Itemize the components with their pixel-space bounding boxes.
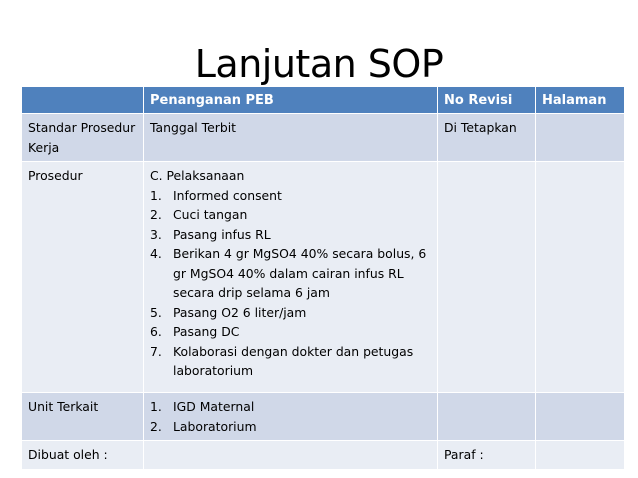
list-item [150, 186, 431, 206]
list-item-number: 5. [150, 304, 162, 320]
list-item [150, 342, 431, 381]
list-item-number: 3. [150, 226, 162, 242]
list-item-text: Kolaborasi dengan dokter dan petugas laboratorium [173, 343, 414, 378]
list-item-number: 2. [150, 418, 162, 434]
list-item-text: Cuci tangan [173, 207, 248, 222]
dibuat-oleh-cell: Dibuat oleh : [22, 441, 144, 470]
prosedur-label-cell: Prosedur [22, 162, 144, 393]
header-blank-cell [22, 87, 144, 114]
unit-terkait-label-cell: Unit Terkait [22, 393, 144, 441]
header-title-cell: Penanganan PEB [144, 87, 438, 114]
list-item [150, 303, 431, 323]
prosedur-revisi-cell [438, 162, 536, 393]
list-item-number: 1. [150, 187, 162, 203]
list-item-number: 2. [150, 207, 162, 222]
header-halaman-cell: Halaman [536, 87, 625, 114]
list-item-text: Laboratorium [173, 418, 257, 434]
list-item-number: 4. [150, 246, 162, 261]
prosedur-content-cell [144, 162, 438, 393]
table-row-dibuat [22, 441, 625, 470]
list-item-text: Pasang O2 6 liter/jam [173, 304, 307, 320]
prosedur-steps-list [150, 186, 431, 381]
list-item [150, 205, 431, 225]
sop-table [21, 86, 625, 470]
table-row-unit-terkait [22, 393, 625, 441]
list-item [150, 397, 431, 417]
list-item-text: Pasang infus RL [173, 226, 271, 242]
list-item-number: 1. [150, 399, 162, 414]
prosedur-section-heading: C. Pelaksanaan [150, 168, 245, 183]
list-item-text: Berikan 4 gr MgSO4 40% secara bolus, 6 gr MgSO4 40% dalam cairan infus RL secara drip selama 6 jam [173, 246, 427, 300]
list-item [150, 322, 431, 342]
header-no-revisi-cell: No Revisi [438, 87, 536, 114]
list-item-text: IGD Maternal [173, 399, 255, 414]
list-item-number: 7. [150, 343, 162, 359]
standar-halaman-cell [536, 114, 625, 162]
slide-title: Lanjutan SOP [194, 42, 444, 86]
table-header-row [22, 87, 625, 114]
list-item-text: Informed consent [173, 187, 282, 203]
standar-label-cell: Standar Prosedur Kerja [22, 114, 144, 162]
dibuat-halaman-cell [536, 441, 625, 470]
tanggal-terbit-cell: Tanggal Terbit [144, 114, 438, 162]
list-item [150, 225, 431, 245]
table-row-prosedur [22, 162, 625, 393]
table-row-standar [22, 114, 625, 162]
paraf-cell: Paraf : [438, 441, 536, 470]
unit-terkait-revisi-cell [438, 393, 536, 441]
unit-terkait-halaman-cell [536, 393, 625, 441]
prosedur-halaman-cell [536, 162, 625, 393]
dibuat-blank-cell [144, 441, 438, 470]
list-item-number: 6. [150, 324, 162, 339]
list-item-text: Pasang DC [173, 324, 240, 339]
list-item [150, 417, 431, 437]
unit-terkait-content-cell [144, 393, 438, 441]
unit-terkait-list [150, 397, 431, 436]
di-tetapkan-cell: Di Tetapkan [438, 114, 536, 162]
list-item [150, 244, 431, 303]
